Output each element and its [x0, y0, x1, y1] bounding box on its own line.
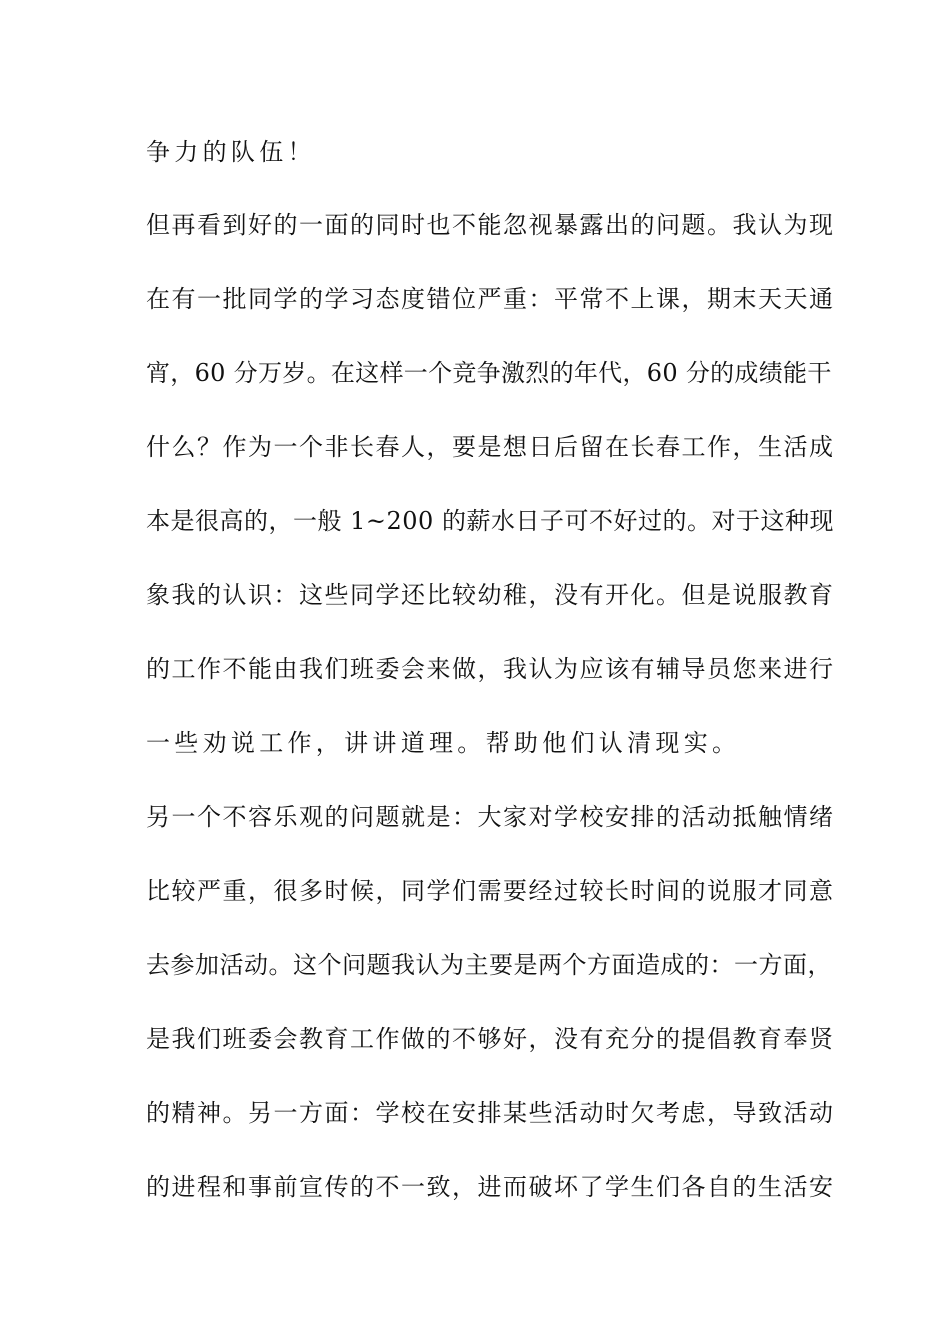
text-line-12: 去参加活动。这个问题我认为主要是两个方面造成的：一方面， [146, 951, 832, 979]
text-line-10: 另一个不容乐观的问题就是：大家对学校安排的活动抵触情绪 [146, 803, 835, 831]
text-line-1: 争力的队伍！ [146, 138, 316, 166]
text-line-5: 什么？作为一个非长春人，要是想日后留在长春工作，生活成 [146, 433, 835, 461]
text-line-4: 宵，60 分万岁。在这样一个竞争激烈的年代，60 分的成绩能干 [146, 359, 832, 387]
text-line-13: 是我们班委会教育工作做的不够好，没有充分的提倡教育奉贤 [146, 1025, 835, 1053]
text-line-7: 象我的认识：这些同学还比较幼稚，没有开化。但是说服教育 [146, 581, 835, 609]
text-line-2: 但再看到好的一面的同时也不能忽视暴露出的问题。我认为现 [146, 211, 835, 239]
text-line-3: 在有一批同学的学习态度错位严重：平常不上课，期末天天通 [146, 285, 835, 313]
text-line-14: 的精神。另一方面：学校在安排某些活动时欠考虑，导致活动 [146, 1099, 835, 1127]
text-line-9: 一些劝说工作，讲讲道理。帮助他们认清现实。 [146, 729, 741, 757]
text-line-8: 的工作不能由我们班委会来做，我认为应该有辅导员您来进行 [146, 655, 835, 683]
text-line-15: 的进程和事前宣传的不一致，进而破坏了学生们各自的生活安 [146, 1173, 835, 1201]
text-line-6: 本是很高的，一般 1~200 的薪水日子可不好过的。对于这种现 [146, 507, 834, 535]
text-line-11: 比较严重，很多时候，同学们需要经过较长时间的说服才同意 [146, 877, 835, 905]
